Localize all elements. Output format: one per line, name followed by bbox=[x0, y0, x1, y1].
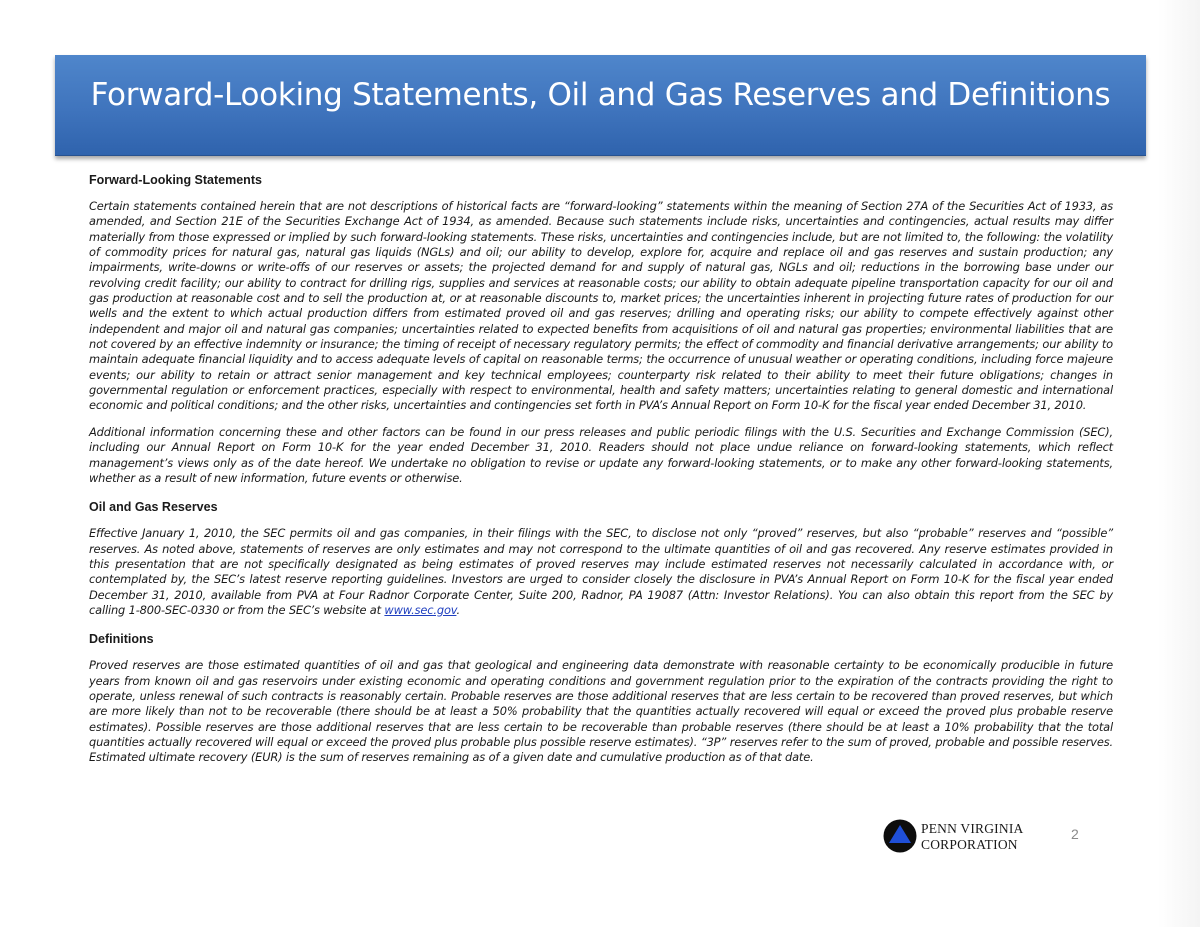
penn-virginia-logo bbox=[883, 819, 1033, 855]
logo-line-2: CORPORATION bbox=[921, 837, 1018, 852]
triangle-in-circle-icon bbox=[883, 819, 917, 853]
sec-website-link[interactable]: www.sec.gov bbox=[384, 602, 457, 617]
logo-text bbox=[921, 821, 1023, 853]
oil-gas-reserves-paragraph bbox=[89, 526, 1113, 618]
reserves-text: Effective January 1, 2010, the SEC permits oil and gas companies, in their filings with the SEC, to disclose not only “proved” reserves, but also “probable” reserves and “possible” reserves. As noted above, statements of reserves are only estimates and may not correspond to the ultimate quantities of oil and gas recovered. Any reserve estimates provided in this presentation that are not specifically designated as being estimates of proved reserves may include estimated reserves not necessarily calculated in accordance with, or contemplated by, the SEC’s latest reserve reporting guidelines. Investors are urged to consider closely the disclosure in PVA’s Annual Report on Form 10-K for the fiscal year ended December 31, 2010, available from PVA at Four Radnor Corporate Center, Suite 200, Radnor, PA 19087 (Attn: Investor Relations). You can also obtain this report from the SEC by calling 1-800-SEC-0330 or from the SEC’s website at bbox=[89, 526, 1113, 617]
page-number: 2 bbox=[1071, 826, 1079, 842]
forward-looking-paragraph-2: Additional information concerning these and other factors can be found in our press releases and public periodic filings with the U.S. Securities and Exchange Commission (SEC), including our Annual Report on Form 10-K for the year ended December 31, 2010. Readers should not place undue reliance on forward-looking statements, which reflect management’s views only as of the date hereof. We undertake no obligation to revise or update any forward-looking statements, or to make any other forward-looking statements, whether as a result of new information, future events or otherwise. bbox=[89, 424, 1113, 485]
oil-gas-reserves-heading: Oil and Gas Reserves bbox=[89, 500, 218, 515]
forward-looking-heading: Forward-Looking Statements bbox=[89, 173, 262, 187]
slide-title: Forward-Looking Statements, Oil and Gas Reserves and Definitions bbox=[90, 77, 1111, 113]
slide-edge-shade bbox=[1158, 0, 1200, 927]
definitions-heading: Definitions bbox=[89, 632, 154, 647]
slide-content bbox=[89, 173, 1113, 777]
forward-looking-paragraph-1: Certain statements contained herein that are not descriptions of historical facts are “forward-looking” statements within the meaning of Section 27A of the Securities Act of 1933, as amended, and Section 21E of the Securities Exchange Act of 1934, as amended. Because such statements include risks, uncertainties and contingencies, actual results may differ materially from those expressed or implied by such forward-looking statements. These risks, uncertainties and contingencies include, but are not limited to, the following: the volatility of commodity prices for natural gas, natural gas liquids (NGLs) and oil; our ability to develop, explore for, acquire and replace oil and gas reserves and sustain production; any impairments, write-downs or write-offs of our reserves or assets; the projected demand for and supply of natural gas, NGLs and oil; reductions in the borrowing base under our revolving credit facility; our ability to contract for drilling rigs, supplies and services at reasonable costs; our ability to obtain adequate pipeline transportation capacity for our oil and gas production at reasonable cost and to sell the production at, or at reasonable discounts to, market prices; the uncertainties inherent in projecting future rates of production for our wells and the extent to which actual production differs from estimated proved oil and gas reserves; drilling and operating risks; our ability to compete effectively against other independent and major oil and natural gas companies; uncertainties related to expected benefits from acquisitions of oil and natural gas properties; environmental liabilities that are not covered by an effective indemnity or insurance; the timing of receipt of necessary regulatory permits; the effect of commodity and financial derivative arrangements; our ability to maintain adequate financial liquidity and to access adequate levels of capital on reasonable terms; the occurrence of unusual weather or operating conditions, including force majeure events; our ability to retain or attract senior management and key technical employees; counterparty risk related to their ability to meet their future obligations; changes in governmental regulation or enforcement practices, especially with respect to environmental, health and safety matters; uncertainties relating to general domestic and international economic and political conditions; and the other risks, uncertainties and contingencies set forth in PVA’s Annual Report on Form 10-K for the fiscal year ended December 31, 2010. bbox=[89, 199, 1113, 413]
title-bar bbox=[55, 55, 1146, 156]
definitions-paragraph: Proved reserves are those estimated quantities of oil and gas that geological and engineering data demonstrate with reasonable certainty to be economically producible in future years from known oil and gas reservoirs under existing economic and operating conditions and government regulation prior to the expiration of the contracts providing the right to operate, unless renewal of such contracts is reasonably certain. Probable reserves are those additional reserves that are less certain to be recovered than proved reserves, but which are more likely than not to be recoverable (there should be at least a 50% probability that the quantities actually recovered will equal or exceed the proved plus probable reserve estimates). Possible reserves are those additional reserves that are less certain to be recoverable than probable reserves (there should be at least a 10% probability that the total quantities actually recovered will equal or exceed the proved plus probable plus possible reserve estimates). “3P” reserves refer to the sum of proved, probable and possible reserves. Estimated ultimate recovery (EUR) is the sum of reserves remaining as of a given date and cumulative production as of that date. bbox=[89, 658, 1113, 765]
reserves-text-end: . bbox=[456, 602, 460, 617]
logo-line-1: PENN VIRGINIA bbox=[921, 821, 1024, 836]
